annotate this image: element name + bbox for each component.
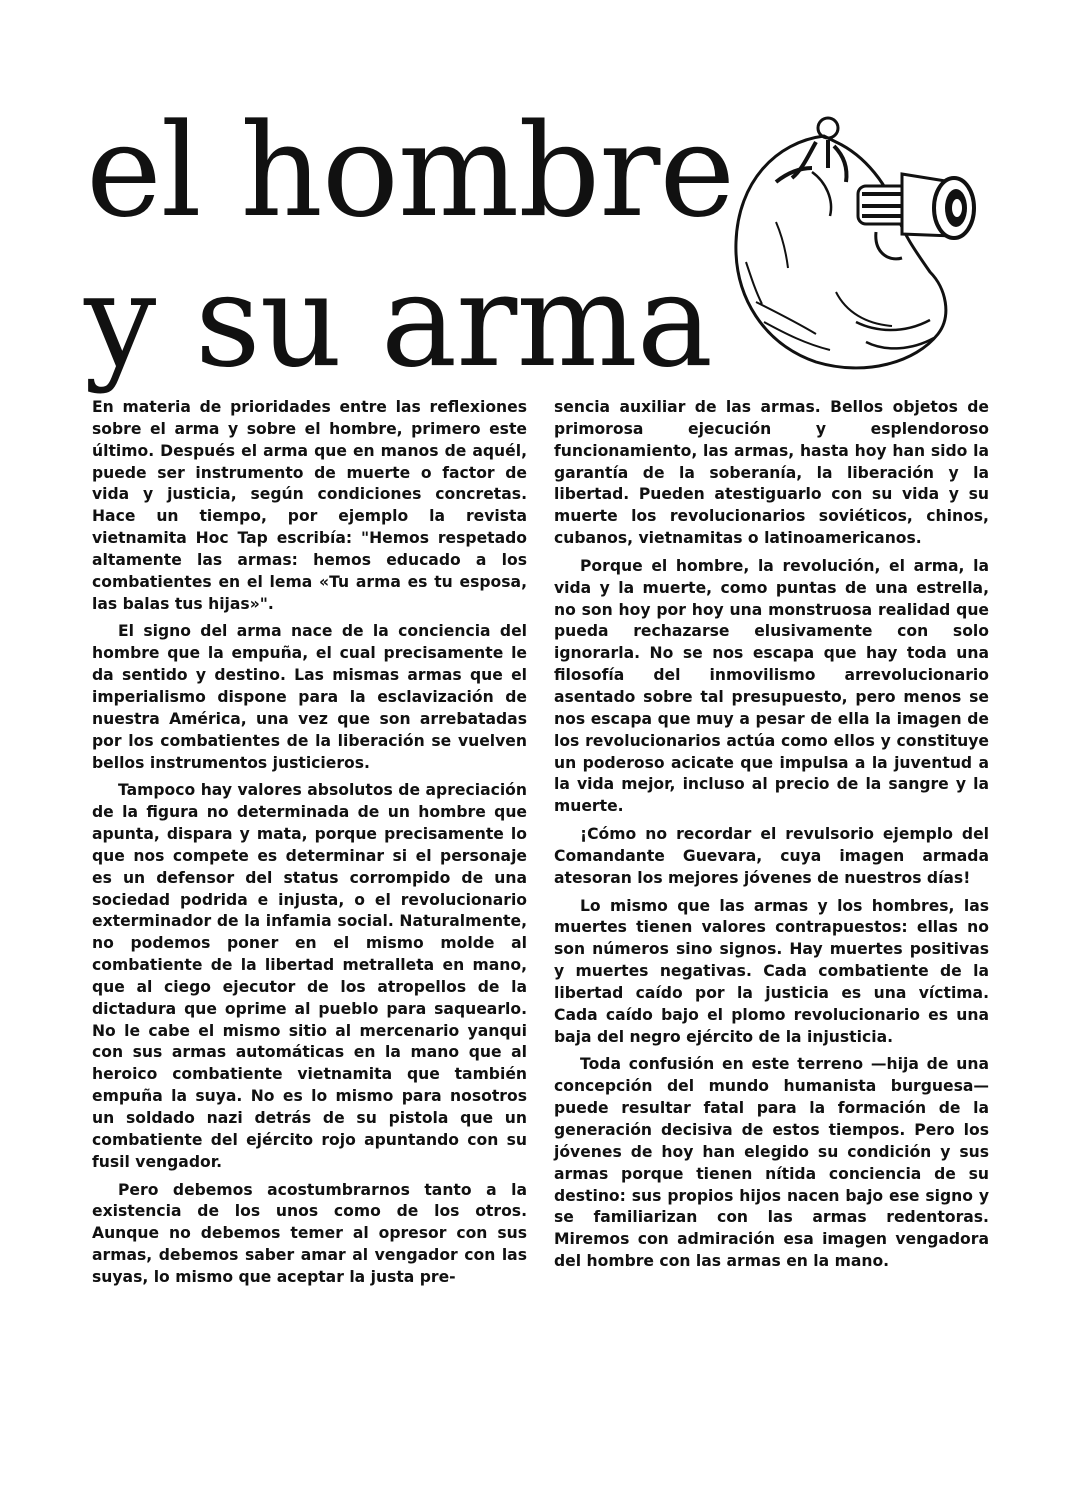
article-column-left bbox=[92, 397, 527, 1295]
paragraph: Tampoco hay valores absolutos de apreciación de la figura no determinada de un hombre que apunta, dispara y mata, porque precisamente lo que nos compete es determinar si el personaje es un defensor del status corrompido de una sociedad podrida e injusta, o el revolucionario exterminador de la infamia social. Naturalmente, no podemos poner en el mismo molde al combatiente de la libertad metralleta en mano, que al ciego ejecutor de los atropellos de la dictadura que oprime al pueblo para saquearlo. No le cabe el mismo sitio al mercenario yanqui con sus armas automáticas en la mano que al heroico combatiente vietnamita que también empuña la suya. No es lo mismo para nosotros un soldado nazi detrás de su pistola que un combatiente del ejército rojo apuntando con su fusil vengador. bbox=[92, 781, 527, 1171]
article-title-line-2: y su arma bbox=[84, 247, 712, 396]
paragraph: En materia de prioridades entre las reflexiones sobre el arma y sobre el hombre, primero este último. Después el arma que en manos de aquél, puede ser instrumento de muerte o factor de vida y justicia, según condiciones concretas. Hace un tiempo, por ejemplo la revista vietnamita Hoc Tap escribía: "Hemos respetado altamente las armas: hemos educado a los combatientes en el lema «Tu arma es tu esposa, las balas tus hijas»". bbox=[92, 398, 527, 613]
paragraph: ¡Cómo no recordar el revulsorio ejemplo del Comandante Guevara, cuya imagen armada atesoran los mejores jóvenes de nuestros días! bbox=[554, 825, 989, 887]
paragraph: sencia auxiliar de las armas. Bellos objetos de primorosa ejecución y esplendoroso funcionamiento, las armas, hasta hoy han sido la garantía de la soberanía, la liberación y la libertad. Pueden atestiguarlo con su vida y su muerte los revolucionarios soviéticos, chinos, cubanos, vietnamitas o latinoamericanos. bbox=[554, 398, 989, 548]
paragraph: Pero debemos acostumbrarnos tanto a la existencia de los unos como de los otros. Aunque no debemos temer al opresor con sus armas, debemos saber amar al vengador con las suyas, lo mismo que aceptar la justa pre- bbox=[92, 1180, 527, 1286]
article-column-right bbox=[554, 397, 989, 1279]
fist-holding-revolver-icon bbox=[716, 112, 986, 377]
paragraph: El signo del arma nace de la conciencia del hombre que la empuña, el cual precisamente le da sentido y destino. Las mismas armas que el imperialismo dispone para la esclavización de nuestra América, una vez que son arrebatadas por los combatientes de la liberación se vuelven bellos instrumentos justicieros. bbox=[92, 622, 527, 772]
paragraph: Porque el hombre, la revolución, el arma, la vida y la muerte, como puntas de una estrella, no son hoy por hoy una monstruosa realidad que pueda rechazarse elusivamente con solo ignorarla. No se nos escapa que hay toda una filosofía del inmovilismo arrevolucionario asentado sobre tal presupuesto, pero menos se nos escapa que muy a pesar de ella la imagen de los revolucionarios actúa como ellos y constituye un poderoso acicate que impulsa a la juventud a la vida mejor, incluso al precio de la sangre y la muerte. bbox=[554, 556, 989, 816]
article-title-line-1: el hombre bbox=[86, 97, 735, 246]
paragraph: Toda confusión en este terreno —hija de una concepción del mundo humanista burguesa— puede resultar fatal para la formación de la generación decisiva de estos tiempos. Pero los jóvenes de hoy han elegido su condición y sus armas porque tienen nítida conciencia de su destino: sus propios hijos nacen bajo ese signo y se familiarizan con las armas redentoras. Miremos con admiración esa imagen vengadora del hombre con las armas en la mano. bbox=[554, 1055, 989, 1271]
paragraph: Lo mismo que las armas y los hombres, las muertes tienen valores contrapuestos: ellas no son números sino signos. Hay muertes positivas y muertes negativas. Cada combatiente de la libertad caído por la justicia es una víctima. Cada caído bajo el plomo revolucionario es una baja del negro ejército de la injusticia. bbox=[554, 896, 989, 1046]
